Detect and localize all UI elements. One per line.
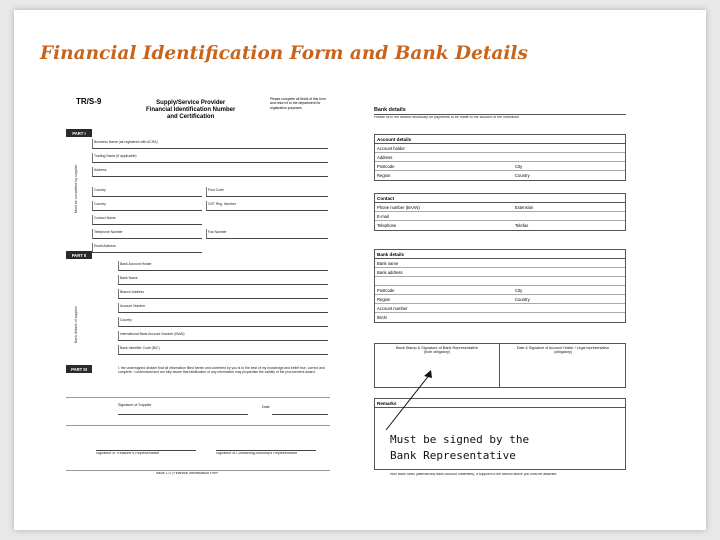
treasurer-signature-label: Signature of Treasurer's Representative [96,452,160,455]
section-title: Account details [375,135,625,144]
form-field-label: Country [94,188,106,192]
bank-details-heading: Bank details [374,107,406,113]
row-label-secondary: Country [515,297,530,302]
row-label: Account holder [377,146,405,151]
row-label: Region [377,297,391,302]
part-2-side-label: Bank details of supplier [74,305,78,343]
slide-title: Financial Identification Form and Bank Details [40,43,528,64]
row-label-secondary: Extension [515,205,534,210]
section-title: Contact [375,194,625,203]
row-label: Phone number (BAAN) [377,205,420,210]
bank-form-footer-note: With Bank Seals (alternatively Bank Account Statement), a supplied to the section above you must be attached. [390,473,558,476]
form-field-label: Branch Address [120,290,144,294]
form-field-label: Country [94,202,106,206]
form-field-label: International Bank Account Number (IBAN) [120,332,185,336]
form-note: Please complete all fields of this form and return it to the department for registration purposes [270,97,326,110]
form-field-label: Address [94,168,107,172]
form-name-line: Supply/Service Provider [156,100,226,106]
row-label: Region [377,173,391,178]
row-label-secondary: Telefax [515,223,529,228]
form-field-label: GST Reg. Number [208,202,237,206]
signature-label: Signature of Supplier [118,403,152,407]
holder-signature-sub: (obligatory) [554,350,572,354]
form-field-label: Bank Name [120,276,138,280]
row-label-secondary: City [515,288,523,293]
row-label: Account number [377,306,408,311]
form-field-label: Trading Name (if applicable) [94,154,137,158]
form-field-label: Business Name (as registered with ACRA) [94,140,158,144]
form-field-label: Bank Identifier Code (BIC) [120,346,160,350]
part-2-label: PART II [66,251,92,259]
bank-stamp-label: Bank Stamp & Signature of Bank Representative [395,346,479,350]
holder-signature-label: Date & Signature of Account Holder / Legal representative [516,346,610,350]
section-title: Bank details [375,250,625,259]
row-label: E-mail [377,214,389,219]
part-3-label: PART III [66,365,92,373]
bank-stamp-sub: (both obligatory) [424,350,450,354]
row-label-secondary: City [515,164,523,169]
row-label-secondary: Country [515,173,530,178]
form-name-line: and Certification [167,113,215,120]
form-field-label: Bank Account Holder [120,262,152,266]
row-label: Bank name [377,261,399,266]
row-label: IBAN [377,315,387,320]
callout-line: Must be signed by the [390,433,530,446]
form-field-label: Country [120,318,132,322]
part-1-side-label: Must be completed by supplier [74,164,78,213]
row-label: Postcode [377,288,395,293]
bank-details-subnote: Please fill in the details necessary for payments to be made to the account of the contractor [374,116,520,119]
part-1-label: PART I [66,129,92,137]
row-label: Bank address [377,270,403,275]
remarks-title: Remarks [375,399,625,408]
form-code: TR/S-9 [76,97,102,106]
row-label: Address [377,155,393,160]
callout-line: Bank Representative [390,448,516,462]
callout-note [390,432,529,464]
form-field-label: Post Code [208,188,224,192]
date-label: Date [262,405,270,409]
authority-signature-label: Signature of Contracting Authority's Representative [216,452,298,455]
form-field-label: Fax Number [208,230,227,234]
form-footer: Issue 1.0 | Financial Identification Form [156,472,219,475]
form-field-label: Contact Name [94,216,116,220]
certification-text: I, the undersigned declare that all information filled herein and conferred by you is to the best of my knowledge and belief true, correct and complete. I understand and am fully aware that falsification of any information may jeopardise the validity of the procurement award. [118,366,325,375]
row-label: Postcode [377,164,395,169]
row-label: Telephone [377,223,397,228]
form-field-label: Email Address [94,244,116,248]
form-name-line: Financial Identification Number [146,106,236,113]
form-field-label: Account Number [120,304,146,308]
form-field-label: Telephone Number [94,230,123,234]
